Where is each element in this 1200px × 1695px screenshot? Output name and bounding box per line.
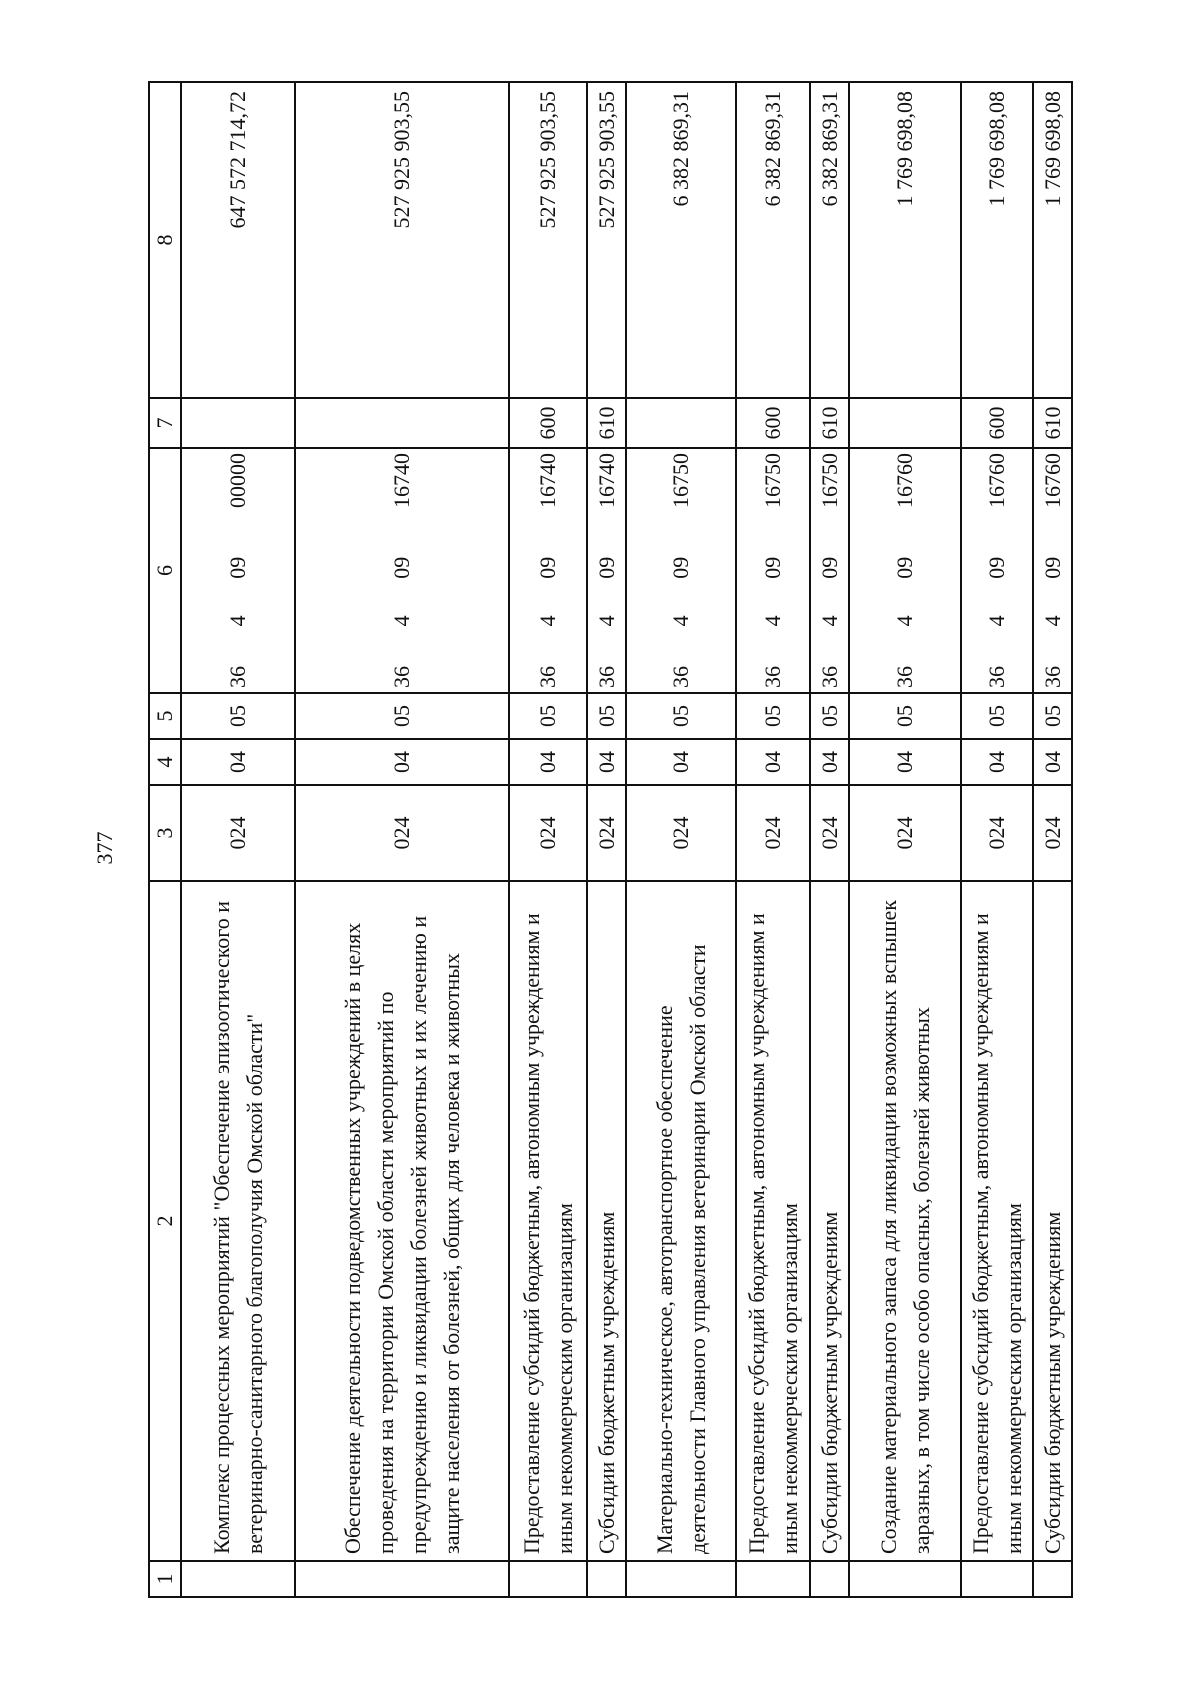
code-part: 4 [225, 615, 250, 627]
expense-name-cell: Субсидии бюджетным учреждениям [587, 881, 626, 1561]
column-header: 3 [149, 785, 181, 881]
code-part: 09 [535, 556, 560, 579]
code-col3-cell: 024 [736, 785, 810, 881]
code-part: 09 [593, 556, 619, 579]
code-col3-cell: 024 [587, 785, 626, 881]
expense-name-cell: Материально-техническое, автотранспортное обеспечение деятельности Главного управления ветеринарии Омской области [626, 881, 736, 1561]
code-part: 09 [816, 556, 842, 579]
rotated-page-content [148, 83, 1068, 1598]
code-part: 36 [760, 666, 785, 688]
expense-type-cell [295, 398, 509, 448]
page-number: 377 [92, 831, 117, 865]
code-part: 09 [668, 556, 693, 579]
code-part: 36 [593, 666, 619, 688]
table-row [587, 82, 626, 1597]
code-col4-cell: 04 [509, 739, 587, 785]
target-article-code-cell [961, 448, 1033, 693]
code-part: 4 [593, 615, 619, 627]
code-col4-cell: 04 [849, 739, 961, 785]
code-part: 16760 [984, 453, 1009, 509]
code-part: 09 [760, 556, 785, 579]
amount-cell: 527 925 903,55 [587, 82, 626, 398]
code-part: 36 [535, 666, 560, 688]
column-header: 2 [149, 881, 181, 1561]
row-number-cell [849, 1561, 961, 1597]
table-row [849, 82, 961, 1597]
table-row [1033, 82, 1072, 1597]
amount-cell: 1 769 698,08 [849, 82, 961, 398]
column-header: 1 [149, 1561, 181, 1597]
expense-name-cell: Субсидии бюджетным учреждениям [1033, 881, 1072, 1561]
code-part: 36 [389, 666, 414, 688]
code-part: 4 [668, 615, 693, 627]
amount-cell: 527 925 903,55 [509, 82, 587, 398]
code-col3-cell: 024 [181, 785, 295, 881]
expense-type-cell: 610 [810, 398, 849, 448]
column-number-header-row [149, 82, 181, 1597]
code-col3-cell: 024 [295, 785, 509, 881]
target-article-code-cell [509, 448, 587, 693]
code-col3-cell: 024 [810, 785, 849, 881]
amount-cell: 6 382 869,31 [810, 82, 849, 398]
table-row [626, 82, 736, 1597]
code-col3-cell: 024 [509, 785, 587, 881]
code-col4-cell: 04 [961, 739, 1033, 785]
amount-cell: 527 925 903,55 [295, 82, 509, 398]
expense-type-cell: 600 [736, 398, 810, 448]
code-col3-cell: 024 [849, 785, 961, 881]
code-part: 36 [892, 666, 917, 688]
row-number-cell [626, 1561, 736, 1597]
row-number-cell [961, 1561, 1033, 1597]
expense-name-cell: Комплекс процессных мероприятий "Обеспечение эпизоотического и ветеринарно-санитарного благополучия Омской области" [181, 881, 295, 1561]
code-part: 36 [816, 666, 842, 688]
code-col4-cell: 04 [181, 739, 295, 785]
code-col5-cell: 05 [509, 693, 587, 739]
amount-cell: 6 382 869,31 [736, 82, 810, 398]
code-part: 4 [1039, 615, 1065, 627]
code-part: 16740 [535, 453, 560, 509]
code-col5-cell: 05 [961, 693, 1033, 739]
code-col4-cell: 04 [736, 739, 810, 785]
expense-type-cell: 600 [961, 398, 1033, 448]
column-header: 8 [149, 82, 181, 398]
target-article-code-cell [587, 448, 626, 693]
code-part: 16750 [816, 453, 842, 509]
expense-type-cell: 610 [1033, 398, 1072, 448]
code-col5-cell: 05 [587, 693, 626, 739]
table-row [736, 82, 810, 1597]
code-part: 36 [1039, 666, 1065, 688]
row-number-cell [509, 1561, 587, 1597]
code-col3-cell: 024 [626, 785, 736, 881]
row-number-cell [587, 1561, 626, 1597]
code-part: 4 [892, 615, 917, 627]
table-row [295, 82, 509, 1597]
code-col5-cell: 05 [736, 693, 810, 739]
code-col5-cell: 05 [295, 693, 509, 739]
target-article-code-cell [810, 448, 849, 693]
target-article-code-cell [1033, 448, 1072, 693]
column-header: 6 [149, 448, 181, 693]
code-part: 36 [668, 666, 693, 688]
code-col4-cell: 04 [587, 739, 626, 785]
code-col5-cell: 05 [849, 693, 961, 739]
code-col4-cell: 04 [810, 739, 849, 785]
table-row [961, 82, 1033, 1597]
row-number-cell [736, 1561, 810, 1597]
expense-type-cell [849, 398, 961, 448]
amount-cell: 647 572 714,72 [181, 82, 295, 398]
table-row [810, 82, 849, 1597]
code-part: 09 [225, 556, 250, 579]
code-part: 4 [389, 615, 414, 627]
expense-name-cell: Обеспечение деятельности подведомственных учреждений в целях проведения на территории Омской области мероприятий по предупреждению и ликвидации болезней животных и их лечению и защите населения от болезней, общих для человека и животных [295, 881, 509, 1561]
expense-type-cell: 610 [587, 398, 626, 448]
code-part: 4 [535, 615, 560, 627]
row-number-cell [295, 1561, 509, 1597]
code-part: 00000 [225, 453, 250, 509]
target-article-code-cell [736, 448, 810, 693]
column-header: 7 [149, 398, 181, 448]
target-article-code-cell [626, 448, 736, 693]
code-part: 16760 [1039, 453, 1065, 509]
amount-cell: 1 769 698,08 [961, 82, 1033, 398]
code-col5-cell: 05 [1033, 693, 1072, 739]
code-col3-cell: 024 [961, 785, 1033, 881]
table-row [181, 82, 295, 1597]
code-part: 09 [892, 556, 917, 579]
code-col5-cell: 05 [626, 693, 736, 739]
expense-name-cell: Создание материального запаса для ликвидации возможных вспышек заразных, в том числе особо опасных, болезней животных [849, 881, 961, 1561]
expense-name-cell: Субсидии бюджетным учреждениям [810, 881, 849, 1561]
code-col5-cell: 05 [810, 693, 849, 739]
expense-name-cell: Предоставление субсидий бюджетным, автономным учреждениям и иным некоммерческим организациям [509, 881, 587, 1561]
column-header: 5 [149, 693, 181, 739]
code-col5-cell: 05 [181, 693, 295, 739]
code-part: 09 [1039, 556, 1065, 579]
target-article-code-cell [181, 448, 295, 693]
target-article-code-cell [295, 448, 509, 693]
code-part: 16750 [668, 453, 693, 509]
code-part: 09 [984, 556, 1009, 579]
column-header: 4 [149, 739, 181, 785]
code-part: 09 [389, 556, 414, 579]
code-part: 16750 [760, 453, 785, 509]
code-col4-cell: 04 [1033, 739, 1072, 785]
code-col3-cell: 024 [1033, 785, 1072, 881]
code-part: 4 [760, 615, 785, 627]
expense-name-cell: Предоставление субсидий бюджетным, автономным учреждениям и иным некоммерческим организациям [736, 881, 810, 1561]
code-part: 16740 [593, 453, 619, 509]
expense-type-cell: 600 [509, 398, 587, 448]
row-number-cell [810, 1561, 849, 1597]
code-part: 16740 [389, 453, 414, 509]
row-number-cell [1033, 1561, 1072, 1597]
row-number-cell [181, 1561, 295, 1597]
target-article-code-cell [849, 448, 961, 693]
code-part: 36 [984, 666, 1009, 688]
expense-name-cell: Предоставление субсидий бюджетным, автономным учреждениям и иным некоммерческим организациям [961, 881, 1033, 1561]
amount-cell: 1 769 698,08 [1033, 82, 1072, 398]
expense-type-cell [181, 398, 295, 448]
budget-table [148, 81, 1073, 1598]
amount-cell: 6 382 869,31 [626, 82, 736, 398]
code-part: 4 [984, 615, 1009, 627]
code-part: 4 [816, 615, 842, 627]
code-col4-cell: 04 [626, 739, 736, 785]
expense-type-cell [626, 398, 736, 448]
code-part: 16760 [892, 453, 917, 509]
code-col4-cell: 04 [295, 739, 509, 785]
code-part: 36 [225, 666, 250, 688]
table-row [509, 82, 587, 1597]
